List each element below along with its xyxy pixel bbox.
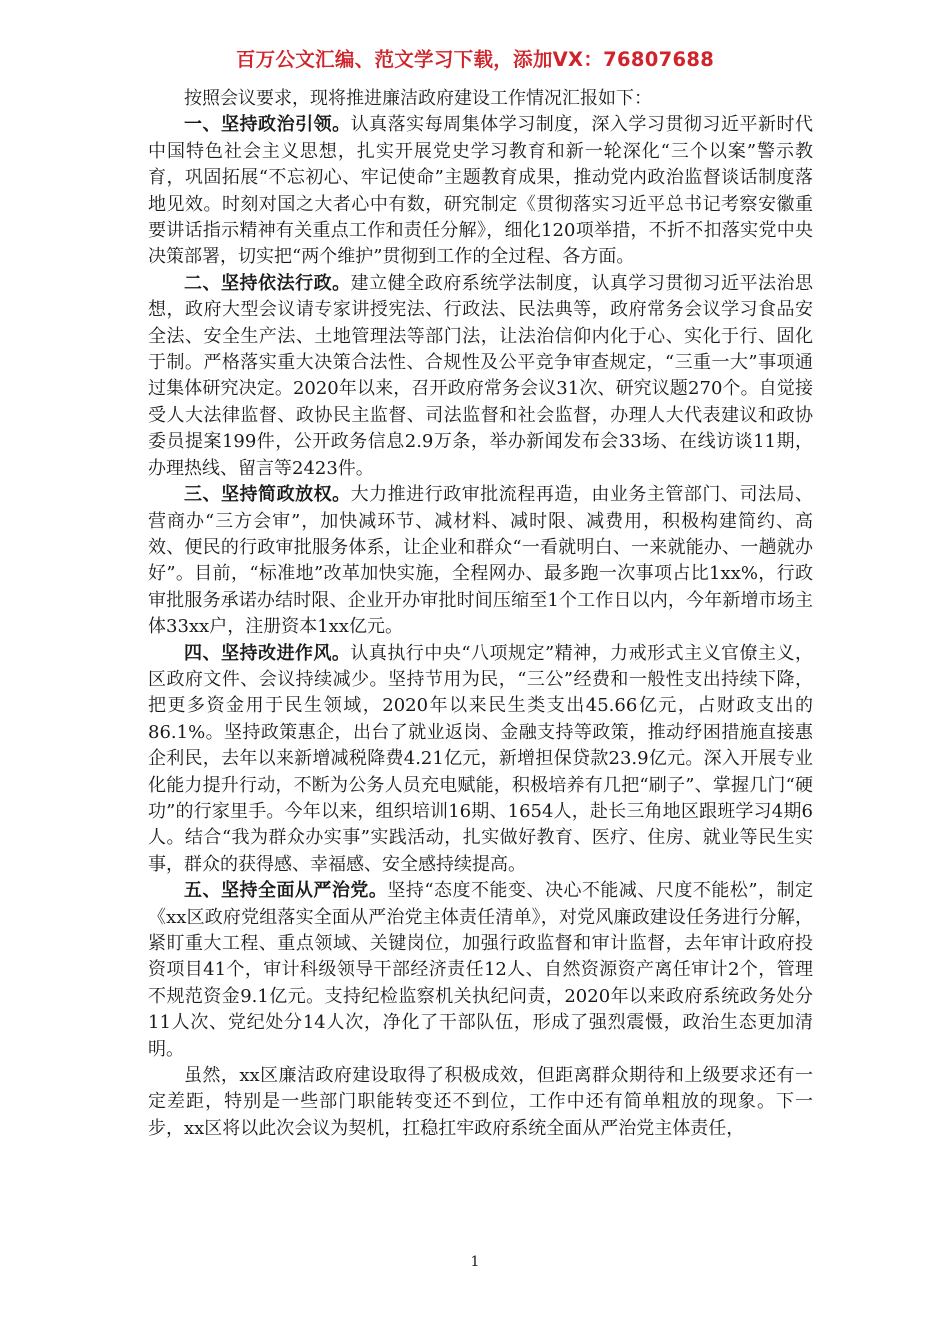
paragraph-text: 按照会议要求，现将推进廉洁政府建设工作情况汇报如下： <box>184 88 652 109</box>
paragraph-section-5 <box>148 878 813 1063</box>
page-number: 1 <box>470 1254 480 1270</box>
paragraph-text: 坚持“态度不能变、决心不能减、尺度不能松”，制定《xx区政府党组落实全面从严治党主体责任清单》，对党风廉政建设任务进行分解，紧盯重大工程、重点领域、关键岗位，加强行政监督和审计监督，去年审计政府投资项目41个，审计科级领导干部经济责任12人、自然资源资产离任审计2个，管理不规范资金9.1亿元。支持纪检监察机关执纪问责，2020年以来政府系统政务处分11人次、党纪处分14人次，净化了干部队伍，形成了强烈震慑，政治生态更加清明。 <box>148 880 814 1060</box>
section-heading: 四、坚持改进作风。 <box>184 642 351 664</box>
watermark-text: 百万公文汇编、范文学习下载，添加VX：76807688 <box>235 48 715 71</box>
watermark-header <box>0 44 950 72</box>
section-heading: 二、坚持依法行政。 <box>184 272 351 294</box>
paragraph-text: 认真执行中央“八项规定”精神，力戒形式主义官僚主义，区政府文件、会议持续减少。坚持节用为民，“三公”经费和一般性支出持续下降，把更多资金用于民生领域，2020年以来民生类支出45.66亿元，占财政支出的86.1%。坚持政策惠企，出台了就业返岗、金融支持等政策，推动纾困措施直接惠企利民，去年以来新增减税降费4.21亿元，新增担保贷款23.9亿元。深入开展专业化能力提升行动，不断为公务人员充电赋能，积极培养有几把“刷子”、掌握几门“硬功”的行家里手。今年以来，组织培训16期、1654人，赴长三角地区跟班学习4期6人。结合“我为群众办实事”实践活动，扎实做好教育、医疗、住房、就业等民生实事，群众的获得感、幸福感、安全感持续提高。 <box>148 642 814 875</box>
paragraph-section-1 <box>148 112 813 270</box>
paragraph-section-3 <box>148 482 813 640</box>
paragraph-section-2 <box>148 271 813 482</box>
paragraph-conclusion <box>148 1063 813 1142</box>
paragraph-text: 虽然，xx区廉洁政府建设取得了积极成效，但距离群众期待和上级要求还有一定差距，特别是一些部门职能转变还不到位，工作中还有简单粗放的现象。下一步，xx区将以此次会议为契机，扛稳扛牢政府系统全面从严治党主体责任， <box>148 1065 813 1139</box>
paragraph-text: 大力推进行政审批流程再造，由业务主管部门、司法局、营商办“三方会审”，加快减环节、减材料、减时限、减费用，积极构建简约、高效、便民的行政审批服务体系，让企业和群众“一看就明白、一来就能办、一趟就办好”。目前，“标准地”改革加快实施，全程网办、最多跑一次事项占比1xx%，行政审批服务承诺办结时限、企业开办审批时间压缩至1个工作日以内，今年新增市场主体33xx户，注册资本1xx亿元。 <box>148 484 814 638</box>
paragraph-section-4 <box>148 641 813 879</box>
section-heading: 一、坚持政治引领。 <box>184 114 351 136</box>
paragraph-intro <box>148 86 813 112</box>
section-heading: 五、坚持全面从严治党。 <box>184 880 388 902</box>
paragraph-text: 建立健全政府系统学法制度，认真学习贯彻习近平法治思想，政府大型会议请专家讲授宪法、行政法、民法典等，政府常务会议学习食品安全法、安全生产法、土地管理法等部门法，让法治信仰内化于心、实化于行、固化于制。严格落实重大决策合法性、合规性及公平竞争审查规定，“三重一大”事项通过集体研究决定。2020年以来，召开政府常务会议31次、研究议题270个。自觉接受人大法律监督、政协民主监督、司法监督和社会监督，办理人大代表建议和政协委员提案199件，公开政务信息2.9万条，举办新闻发布会33场、在线访谈11期，办理热线、留言等2423件。 <box>148 272 814 479</box>
document-body <box>148 86 813 1142</box>
paragraph-text: 认真落实每周集体学习制度，深入学习贯彻习近平新时代中国特色社会主义思想，扎实开展党史学习教育和新一轮深化“三个以案”警示教育，巩固拓展“不忘初心、牢记使命”主题教育成果，推动党内政治监督谈话制度落地见效。时刻对国之大者心中有数，研究制定《贯彻落实习近平总书记考察安徽重要讲话指示精神有关重点工作和责任分解》，细化120项举措，不折不扣落实党中央决策部署，切实把“两个维护”贯彻到工作的全过程、各方面。 <box>148 114 814 268</box>
section-heading: 三、坚持简政放权。 <box>184 484 351 506</box>
